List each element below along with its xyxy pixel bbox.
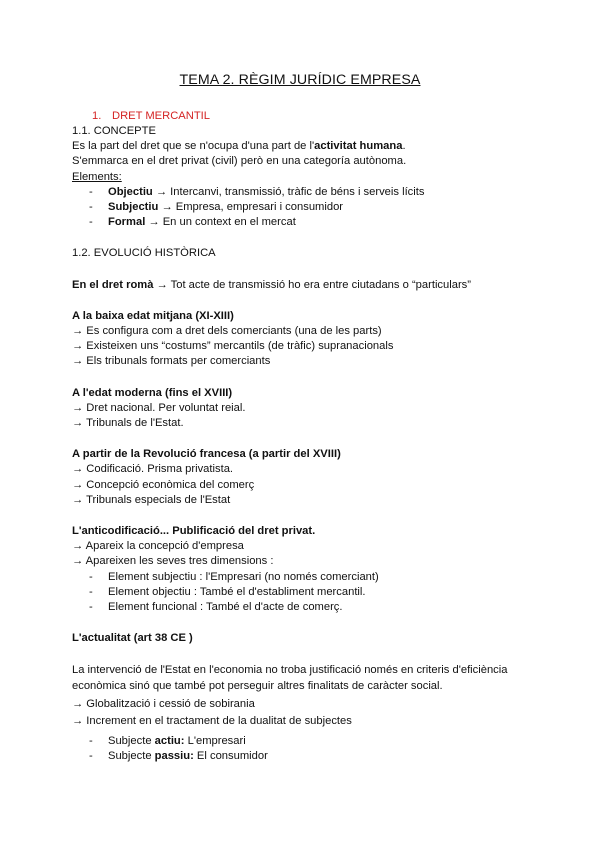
subjectes-list [72,734,542,764]
arrow-line: → Apareix la concepció d'empresa [72,540,244,553]
dash-bullet: - [89,185,93,198]
arrow-line: → Existeixen uns “costums” mercantils (de tràfic) supranacionals [72,340,394,353]
list-text: Subjecte [108,750,155,763]
dash-bullet: - [89,216,93,229]
bold-heading: A l'edat moderna (fins el XVIII) [72,386,233,399]
moderna-heading [72,386,542,401]
actualitat-heading [72,631,542,646]
arrow-line: → Concepció econòmica del comerç [72,478,255,491]
bold-term: En el dret romà [72,278,154,291]
document-body [72,108,542,764]
elements-label: Elements: [72,170,122,183]
bold-term: actiu: [154,734,185,747]
list-text: → Intercanvi, transmissió, tràfic de béns i serveis lícits [152,185,425,198]
baixa-heading [72,309,542,324]
anticodificacio-heading [72,524,542,539]
text-span: Es la part del dret que se n'ocupa d'una part de l' [72,140,315,153]
arrow-line: → Els tribunals formats per comerciants [72,355,271,368]
list-item [89,185,542,200]
bold-term: activitat humana [314,140,403,153]
bold-heading: A la baixa edat mitjana (XI-XIII) [72,309,234,322]
subheading-concepte: 1.1. CONCEPTE [72,125,156,137]
list-text: Element objectiu : També el d'establiment mercantil. [108,585,366,598]
section-heading-dret-mercantil [92,108,542,124]
bold-heading: L'anticodificació... Publificació del dret privat. [72,525,316,538]
bold-term: Subjectiu [108,201,159,214]
document-title: TEMA 2. RÈGIM JURÍDIC EMPRESA [179,72,421,88]
actualitat-paragraph-line-1: La intervenció de l'Estat en l'economia no troba justificació només en criteris d'eficiència [72,664,508,677]
list-item [89,600,542,615]
dash-bullet: - [89,601,93,614]
text-span: . [402,140,406,153]
arrow-line: → Apareixen les seves tres dimensions : [72,555,274,568]
bold-heading: A partir de la Revolució francesa (a partir del XVIII) [72,448,341,461]
bold-term: Formal [108,216,146,229]
roma-line [72,278,542,293]
dash-bullet: - [89,201,93,214]
list-item [89,749,542,764]
bold-term: passiu: [154,750,194,763]
list-text: L'empresari [184,734,246,747]
list-text: El consumidor [193,750,268,763]
section-label: DRET MERCANTIL [112,110,211,122]
dash-bullet: - [89,750,93,763]
text-span: → Tot acte de transmissió ho era entre ciutadans o “particulars” [153,278,471,291]
arrow-line: → Tribunals de l'Estat. [72,417,184,430]
arrow-line: → Increment en el tractament de la dualitat de subjectes [72,715,352,728]
concepte-line-2: S'emmarca en el dret privat (civil) però en una categoría autònoma. [72,155,407,168]
actualitat-paragraph-line-2: econòmica sinó que també pot perseguir altres finalitats de caràcter social. [72,680,443,693]
list-text: Element funcional : També el d'acte de comerç. [108,601,343,614]
arrow-line: → Es configura com a dret dels comerciants (una de les parts) [72,325,382,338]
list-item [89,570,542,585]
revolucio-heading [72,447,542,462]
dimensions-list [72,570,542,616]
list-text: → En un context en el mercat [145,216,296,229]
list-item [89,585,542,600]
bold-term: Objectiu [108,185,153,198]
dash-bullet: - [89,734,93,747]
arrow-line: → Codificació. Prisma privatista. [72,463,234,476]
list-item [89,215,542,230]
subheading-evolucio: 1.2. EVOLUCIÓ HISTÒRICA [72,247,216,260]
concepte-line-1 [72,139,542,154]
list-item [89,734,542,749]
elements-list [72,185,542,231]
arrow-line: → Globalització i cessió de sobirania [72,697,255,710]
list-item [89,200,542,215]
bold-heading: L'actualitat (art 38 CE ) [72,632,193,645]
dash-bullet: - [89,570,93,583]
list-text: Subjecte [108,734,155,747]
dash-bullet: - [89,585,93,598]
arrow-line: → Tribunals especials de l'Estat [72,493,231,506]
arrow-line: → Dret nacional. Per voluntat reial. [72,401,246,414]
section-number: 1. [92,110,102,122]
list-text: → Empresa, empresari i consumidor [158,201,344,214]
list-text: Element subjectiu : l'Empresari (no només comerciant) [108,570,379,583]
